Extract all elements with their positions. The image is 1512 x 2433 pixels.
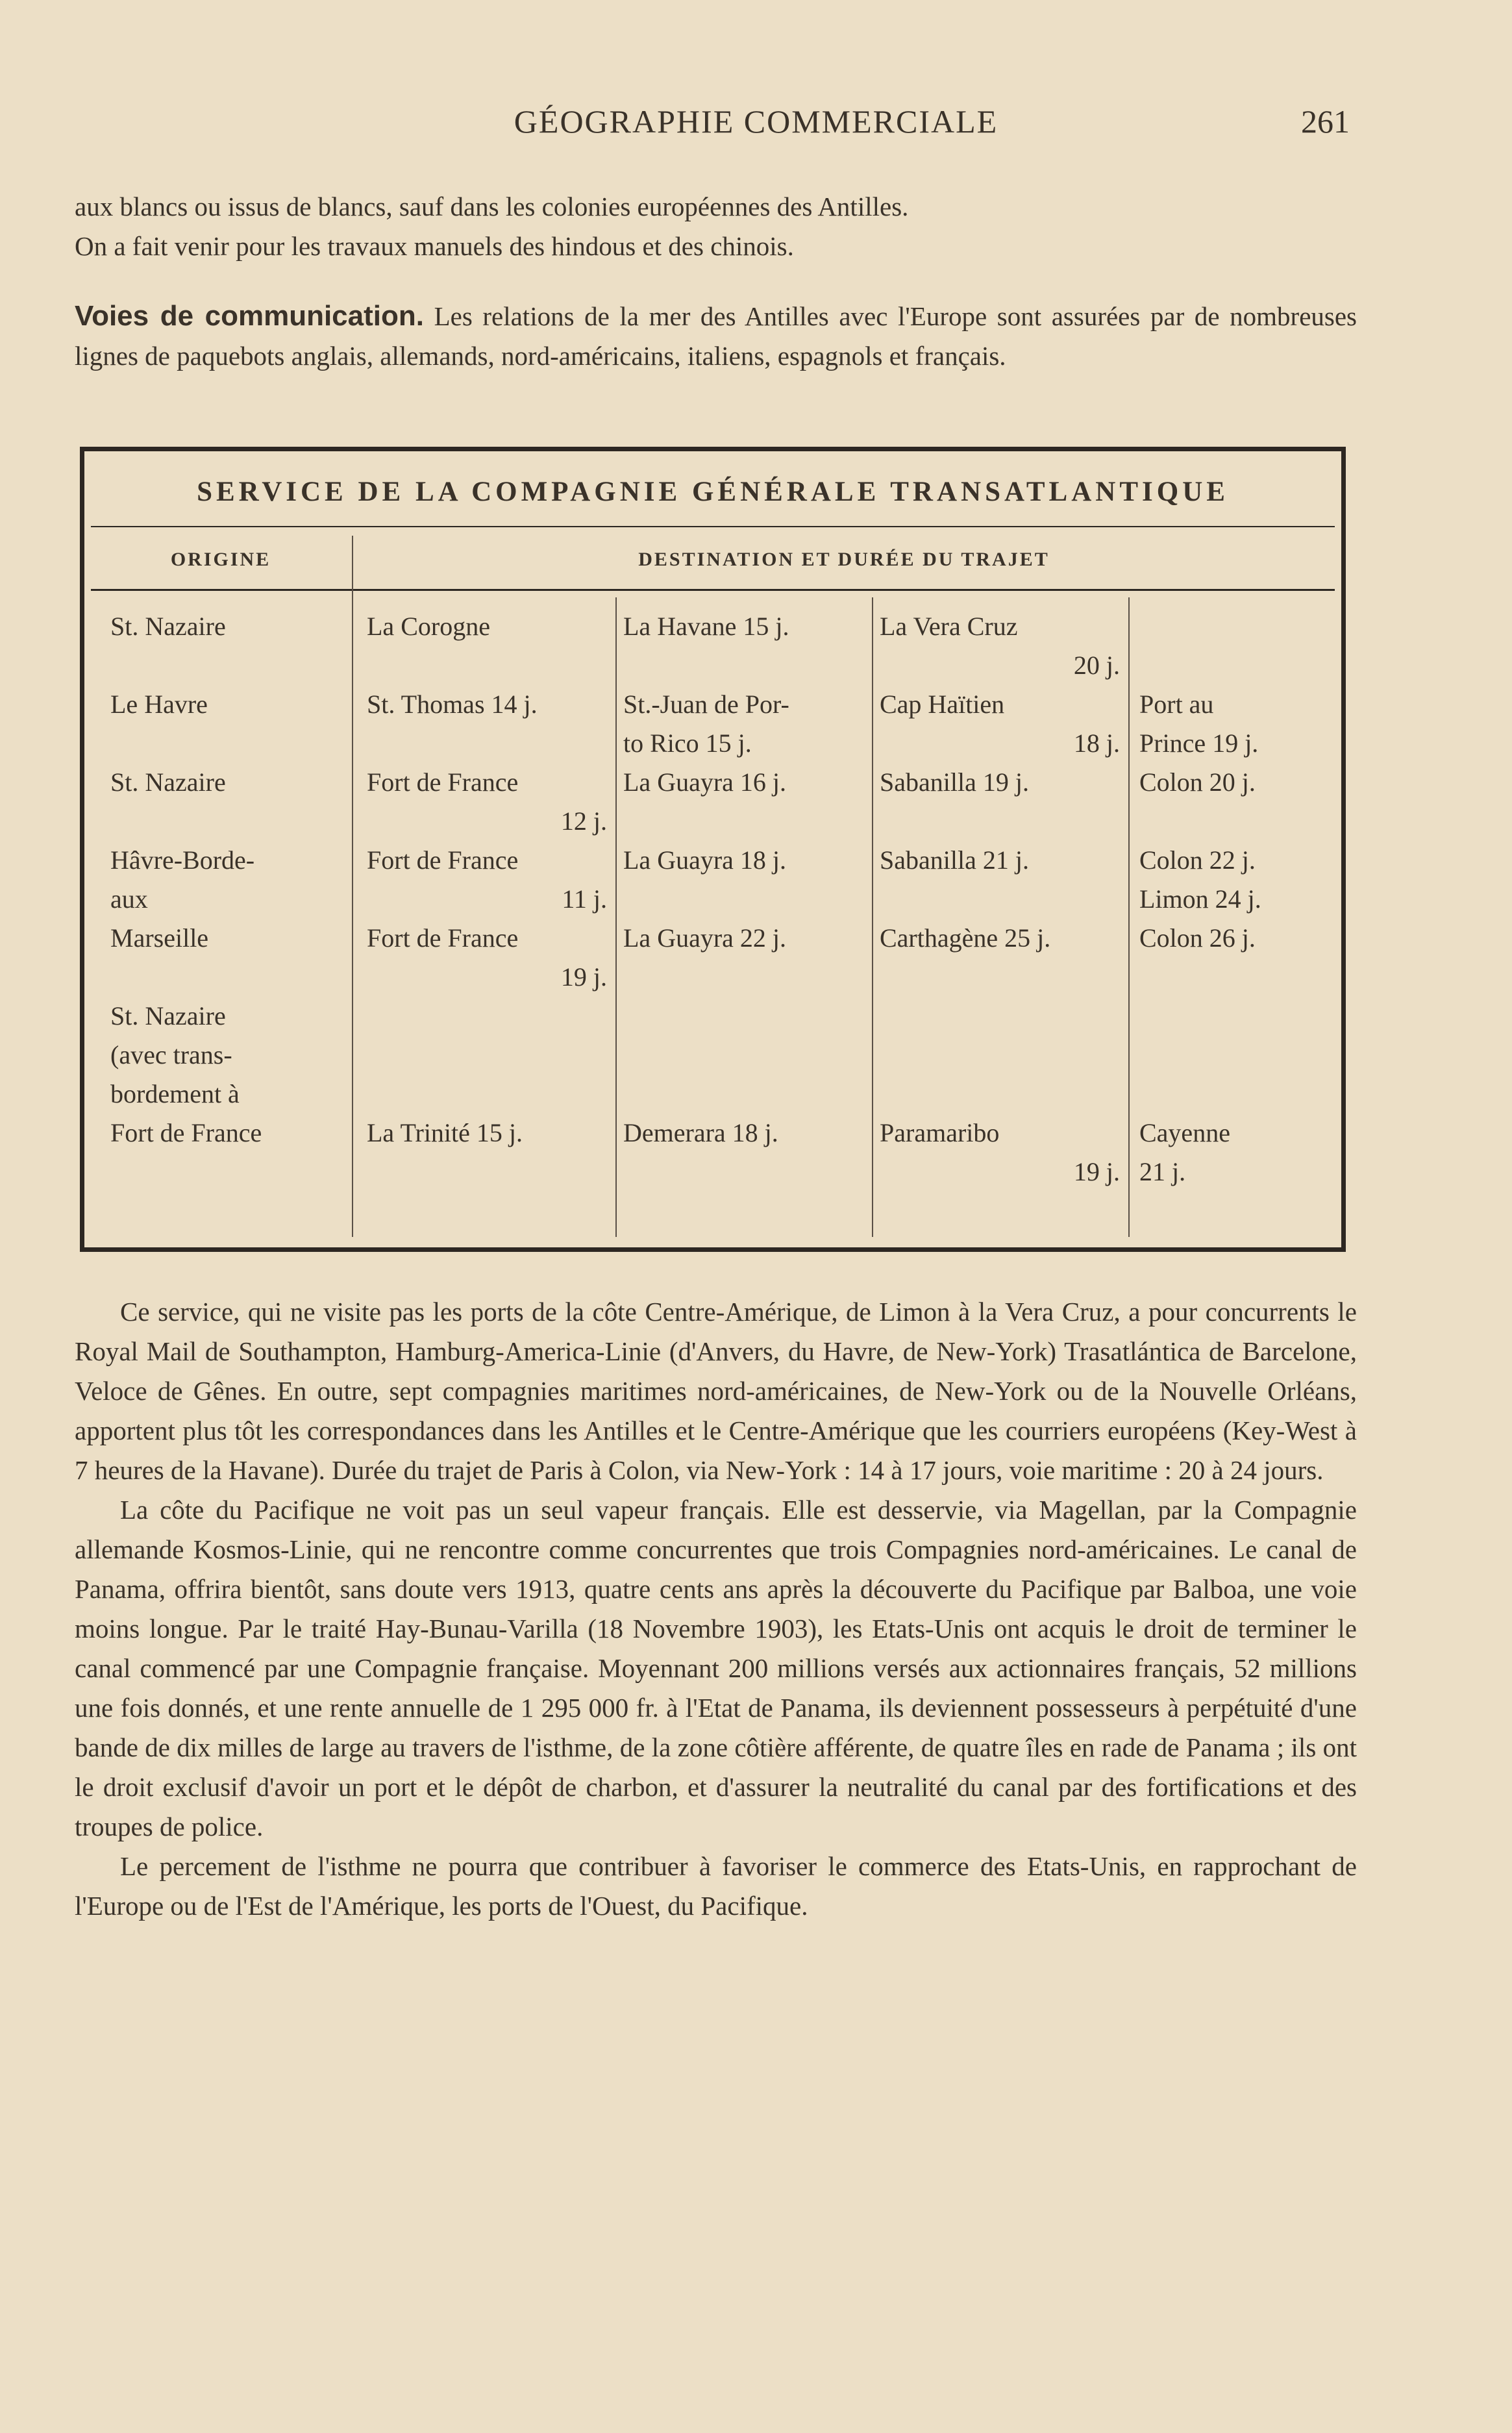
origin-cell: [110, 841, 344, 919]
column-divider: [1128, 597, 1130, 1237]
cell-line: Port au: [1139, 690, 1214, 719]
paragraph: Le percement de l'isthme ne pourra que contribuer à favoriser le commerce des Etats-Unis, en rapprochant de l'Europe ou de l'Est de l'Amérique, les ports de l'Ouest, du Pacifique.: [75, 1851, 1357, 1921]
cell-line: St. Thomas 14 j.: [367, 690, 538, 719]
cell-line: Demerara 18 j.: [623, 1118, 778, 1147]
destination-cell: [623, 607, 863, 646]
cell-line: 19 j.: [1073, 1157, 1120, 1186]
cell-line: Cap Haïtien: [880, 690, 1005, 719]
running-title: GÉOGRAPHIE COMMERCIALE: [514, 103, 998, 140]
cell-line: 18 j.: [1073, 729, 1120, 758]
cell-line: Fort de France: [367, 845, 519, 875]
page-header: [0, 97, 1512, 149]
origin-cell: [110, 763, 344, 802]
cell-line: La Guayra 18 j.: [623, 845, 787, 875]
cell-line: 11 j.: [562, 884, 607, 914]
cell-line: Limon 24 j.: [1139, 884, 1261, 914]
cell-line: La Guayra 16 j.: [623, 767, 787, 797]
destination-cell: [623, 685, 863, 763]
table-title: SERVICE DE LA COMPAGNIE GÉNÉRALE TRANSATLANTIQUE: [197, 477, 1229, 507]
page-number: 261: [1301, 103, 1350, 140]
cell-line: Sabanilla 19 j.: [880, 767, 1029, 797]
cell-line: La Corogne: [367, 612, 490, 641]
cell-line: Carthagène 25 j.: [880, 923, 1051, 953]
cell-line: La Trinité 15 j.: [367, 1118, 523, 1147]
cell-line: La Vera Cruz: [880, 612, 1018, 641]
destination-cell: [367, 919, 607, 997]
destination-cell: [880, 685, 1120, 763]
cell-line: Colon 22 j.: [1139, 845, 1256, 875]
origin-cell: [110, 685, 344, 724]
destination-cell: [880, 763, 1120, 802]
column-divider: [872, 597, 873, 1237]
cell-line: La Havane 15 j.: [623, 612, 789, 641]
cell-line: 19 j.: [560, 962, 607, 992]
destination-cell: [1139, 685, 1334, 763]
section-heading: Voies de communication.: [75, 300, 424, 332]
destination-cell: [623, 841, 863, 880]
destination-cell: [880, 607, 1120, 685]
section-paragraph: [75, 296, 1357, 376]
section-text: Les relations de la mer des Antilles avec l'Europe sont assurées par de nombreuses lignes de paquebots anglais, allemands, nord-américains, italiens, espagnols et français.: [75, 301, 1357, 371]
table-rule: [91, 589, 1335, 591]
cell-line: Prince 19 j.: [1139, 729, 1259, 758]
destination-cell: [1139, 841, 1334, 919]
intro-line: aux blancs ou issus de blancs, sauf dans les colonies européennes des Antilles.: [75, 192, 909, 221]
destination-cell: [1139, 919, 1334, 958]
table-rule: [91, 526, 1335, 527]
cell-line: to Rico 15 j.: [623, 729, 752, 758]
destination-cell: [880, 841, 1120, 880]
cell-line: Le Havre: [110, 690, 208, 719]
origin-cell: [110, 919, 344, 958]
cell-line: aux: [110, 884, 148, 914]
col-header-destination: DESTINATION ET DURÉE DU TRAJET: [638, 549, 1050, 570]
cell-line: Marseille: [110, 923, 209, 953]
cell-line: Sabanilla 21 j.: [880, 845, 1029, 875]
destination-cell: [367, 1114, 607, 1153]
cell-line: 21 j.: [1139, 1157, 1186, 1186]
cell-line: Paramaribo: [880, 1118, 1000, 1147]
destination-cell: [367, 685, 607, 724]
cell-line: Fort de France: [367, 923, 519, 953]
destination-cell: [367, 607, 607, 646]
cell-line: St. Nazaire: [110, 767, 226, 797]
column-divider: [615, 597, 617, 1237]
col-header-origin: ORIGINE: [170, 549, 271, 570]
paragraph: La côte du Pacifique ne voit pas un seul vapeur français. Elle est desservie, via Magellan, par la Compagnie allemande Kosmos-Linie, qui ne rencontre comme concurrentes que trois Compagnies nord-américaines. Le canal de Panama, offrira bientôt, sans doute vers 1913, quatre cents ans après la découverte du Pacifique par Balboa, une voie moins longue. Par le traité Hay-Bunau-Varilla (18 Novembre 1903), les Etats-Unis ont acquis le droit de terminer le canal commencé par une Compagnie française. Moyennant 200 millions versés aux actionnaires français, 52 millions une fois donnés, et une rente annuelle de 1 295 000 fr. à l'Etat de Panama, ils deviennent possesseurs à perpétuité d'une bande de dix milles de large au travers de l'isthme, de la zone côtière afférente, de quatre îles en rade de Panama ; ils ont le droit exclusif d'avoir un port et le dépôt de charbon, et d'assurer la neutralité du canal par des fortifications et des troupes de police.: [75, 1495, 1357, 1841]
intro-line: On a fait venir pour les travaux manuels des hindous et des chinois.: [75, 231, 794, 261]
cell-line: St. Nazaire: [110, 1001, 226, 1030]
section-communication: [75, 296, 1357, 376]
cell-line: Colon 20 j.: [1139, 767, 1256, 797]
paragraph: Ce service, qui ne visite pas les ports de la côte Centre-Amérique, de Limon à la Vera Cruz, a pour concurrents le Royal Mail de Southampton, Hamburg-America-Linie (d'Anvers, du Havre, de New-York) Trasatlántica de Barcelone, Veloce de Gênes. En outre, sept compagnies maritimes nord-américaines, de New-York ou de la Nouvelle Orléans, apportent plus tôt les correspondances dans les Antilles et le Centre-Amérique que les courriers européens (Key-West à 7 heures de la Havane). Durée du trajet de Paris à Colon, via New-York : 14 à 17 jours, voie maritime : 20 à 24 jours.: [75, 1297, 1357, 1485]
destination-cell: [367, 841, 607, 919]
cell-line: La Guayra 22 j.: [623, 923, 787, 953]
origin-cell: [110, 607, 344, 646]
cell-line: Cayenne: [1139, 1118, 1230, 1147]
cell-line: bordement à: [110, 1079, 240, 1108]
service-table: [80, 447, 1346, 1252]
destination-cell: [623, 763, 863, 802]
destination-cell: [623, 1114, 863, 1153]
cell-line: Fort de France: [367, 767, 519, 797]
destination-cell: [1139, 1114, 1334, 1192]
destination-cell: [623, 919, 863, 958]
body-text: [75, 1292, 1357, 1926]
column-divider: [352, 536, 353, 1237]
destination-cell: [367, 763, 607, 841]
destination-cell: [880, 919, 1120, 958]
origin-cell: [110, 997, 344, 1153]
cell-line: St.-Juan de Por-: [623, 690, 789, 719]
cell-line: Colon 26 j.: [1139, 923, 1256, 953]
cell-line: 20 j.: [1073, 651, 1120, 680]
cell-line: St. Nazaire: [110, 612, 226, 641]
destination-cell: [1139, 763, 1334, 802]
intro-text: [75, 187, 1357, 266]
cell-line: Fort de France: [110, 1118, 262, 1147]
cell-line: Hâvre-Borde-: [110, 845, 255, 875]
cell-line: 12 j.: [560, 806, 607, 836]
destination-cell: [880, 1114, 1120, 1192]
cell-line: (avec trans-: [110, 1040, 232, 1069]
